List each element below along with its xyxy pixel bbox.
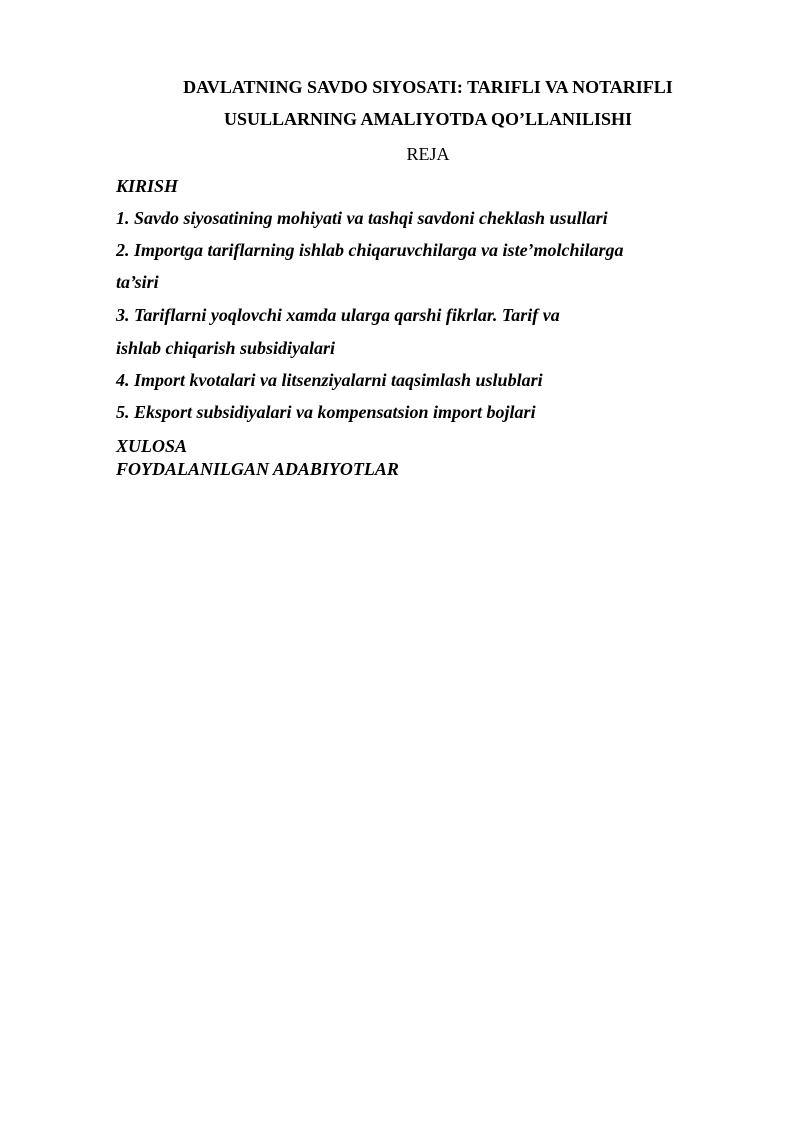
document-title-line-2: USULLARNING AMALIYOTDA QO’LLANILISHI (223, 109, 633, 129)
plan-heading: REJA (406, 144, 450, 164)
toc-item-2-line-1: 2. Importga tariflarning ishlab chiqaruvchilarga va iste’molchilarga (116, 240, 624, 260)
toc-item-2-line-2: ta’siri (116, 272, 159, 292)
toc-conclusion: XULOSA (116, 436, 188, 456)
toc-item-3-line-1: 3. Tariflarni yoqlovchi xamda ularga qarshi fikrlar. Tarif va (116, 305, 560, 325)
toc-references: FOYDALANILGAN ADABIYOTLAR (116, 459, 399, 479)
toc-intro: KIRISH (116, 176, 179, 196)
toc-item-1: 1. Savdo siyosatining mohiyati va tashqi savdoni cheklash usullari (116, 208, 608, 228)
toc-item-5: 5. Eksport subsidiyalari va kompensatsion import bojlari (116, 402, 536, 422)
document-title-line-1: DAVLATNING SAVDO SIYOSATI: TARIFLI VA NOTARIFLI (183, 77, 673, 97)
toc-item-4: 4. Import kvotalari va litsenziyalarni taqsimlash uslublari (116, 370, 543, 390)
toc-item-3-line-2: ishlab chiqarish subsidiyalari (116, 338, 336, 358)
